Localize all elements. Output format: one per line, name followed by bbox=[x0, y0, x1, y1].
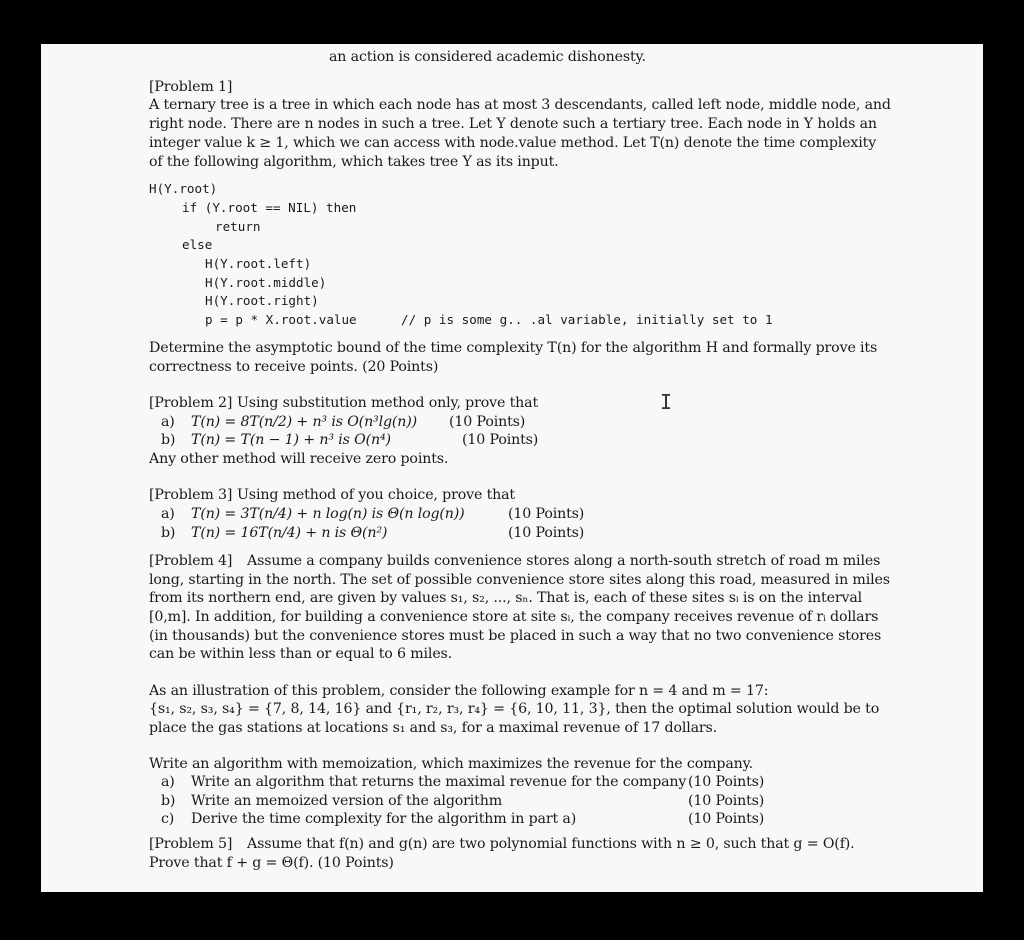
problem-2-title: [Problem 2] bbox=[149, 395, 233, 411]
problem-4-line-1: Assume a company builds convenience stores along a north-south stretch of road m miles bbox=[247, 553, 881, 569]
code-comment: // p is some g.. .al variable, initially set to 1 bbox=[401, 312, 773, 327]
problem-3-a-label: a) bbox=[161, 506, 175, 522]
problem-4-example-2: {s₁, s₂, s₃, s₄} = {7, 8, 14, 16} and {r₁, r₂, r₃, r₄} = {6, 10, 11, 3}, then the optimal solution would be to bbox=[149, 701, 880, 717]
problem-3-b-points: (10 Points) bbox=[508, 525, 585, 541]
problem-4-b-points: (10 Points) bbox=[688, 793, 765, 809]
problem-3-title: [Problem 3] bbox=[149, 487, 233, 503]
problem-1-line-2: right node. There are n nodes in such a tree. Let Y denote such a tertiary tree. Each node in Y holds an bbox=[149, 116, 877, 132]
problem-3-a-points: (10 Points) bbox=[508, 506, 585, 522]
problem-4-line-3: from its northern end, are given by values s₁, s₂, ..., sₙ. That is, each of these sites sᵢ is on the interval bbox=[149, 590, 863, 606]
problem-4-example-3: place the gas stations at locations s₁ and s₃, for a maximal revenue of 17 dollars. bbox=[149, 720, 718, 736]
problem-4-example-1: As an illustration of this problem, consider the following example for n = 4 and m = 17: bbox=[149, 683, 769, 699]
problem-3-b-label: b) bbox=[161, 525, 176, 541]
problem-1-title: [Problem 1] bbox=[149, 79, 233, 95]
problem-4-c-points: (10 Points) bbox=[688, 811, 765, 827]
code-line-4: else bbox=[182, 237, 213, 252]
problem-1-after-1: Determine the asymptotic bound of the time complexity T(n) for the algorithm H and formally prove its bbox=[149, 340, 878, 356]
code-line-3: return bbox=[215, 219, 261, 234]
problem-1-line-4: of the following algorithm, which takes tree Y as its input. bbox=[149, 154, 559, 170]
problem-1-after-2: correctness to receive points. (20 Points) bbox=[149, 359, 439, 375]
problem-2-b-points: (10 Points) bbox=[462, 432, 539, 448]
problem-4-c-label: c) bbox=[161, 811, 175, 827]
problem-3-b-expr: T(n) = 16T(n/4) + n is Θ(n²) bbox=[191, 525, 388, 541]
problem-2-a-label: a) bbox=[161, 414, 175, 430]
code-line-2: if (Y.root == NIL) then bbox=[182, 200, 357, 215]
problem-5-line-1: Assume that f(n) and g(n) are two polynomial functions with n ≥ 0, such that g = O(f). bbox=[247, 836, 855, 852]
code-line-5: H(Y.root.left) bbox=[205, 256, 312, 271]
problem-2-b-label: b) bbox=[161, 432, 176, 448]
problem-4-line-4: [0,m]. In addition, for building a convenience store at site sᵢ, the company receives revenue of rᵢ dollars bbox=[149, 609, 879, 625]
problem-4-write: Write an algorithm with memoization, which maximizes the revenue for the company. bbox=[149, 756, 753, 772]
problem-3-a-expr: T(n) = 3T(n/4) + n log(n) is Θ(n log(n)) bbox=[191, 506, 465, 522]
problem-4-line-6: can be within less than or equal to 6 miles. bbox=[149, 646, 453, 662]
problem-2-b-expr: T(n) = T(n − 1) + n³ is O(n⁴) bbox=[191, 432, 391, 448]
text-cursor-icon: I bbox=[660, 390, 673, 414]
code-line-1: H(Y.root) bbox=[149, 181, 218, 196]
problem-3-intro: Using method of you choice, prove that bbox=[237, 487, 515, 503]
problem-5-line-2: Prove that f + g = Θ(f). (10 Points) bbox=[149, 855, 394, 871]
code-line-6: H(Y.root.middle) bbox=[205, 275, 327, 290]
code-line-7: H(Y.root.right) bbox=[205, 293, 319, 308]
problem-1-line-3: integer value k ≥ 1, which we can access with node.value method. Let T(n) denote the time complexity bbox=[149, 135, 877, 151]
problem-4-b-label: b) bbox=[161, 793, 176, 809]
document-page bbox=[41, 44, 983, 892]
problem-2-note: Any other method will receive zero points. bbox=[149, 451, 449, 467]
problem-4-title: [Problem 4] bbox=[149, 553, 233, 569]
problem-4-c-text: Derive the time complexity for the algorithm in part a) bbox=[191, 811, 577, 827]
problem-4-a-text: Write an algorithm that returns the maximal revenue for the company bbox=[191, 774, 687, 790]
code-line-8: p = p * X.root.value bbox=[205, 312, 357, 327]
problem-4-b-text: Write an memoized version of the algorithm bbox=[191, 793, 502, 809]
problem-4-a-label: a) bbox=[161, 774, 175, 790]
problem-4-a-points: (10 Points) bbox=[688, 774, 765, 790]
problem-2-a-expr: T(n) = 8T(n/2) + n³ is O(n³lg(n)) bbox=[191, 414, 418, 430]
problem-5-title: [Problem 5] bbox=[149, 836, 233, 852]
problem-1-line-1: A ternary tree is a tree in which each node has at most 3 descendants, called left node, middle node, and bbox=[149, 97, 891, 113]
problem-2-intro: Using substitution method only, prove that bbox=[237, 395, 539, 411]
header-line: an action is considered academic dishonesty. bbox=[329, 49, 646, 65]
problem-2-a-points: (10 Points) bbox=[449, 414, 526, 430]
problem-4-line-2: long, starting in the north. The set of possible convenience store sites along this road, measured in miles bbox=[149, 572, 890, 588]
problem-4-line-5: (in thousands) but the convenience stores must be placed in such a way that no two convenience stores bbox=[149, 628, 882, 644]
